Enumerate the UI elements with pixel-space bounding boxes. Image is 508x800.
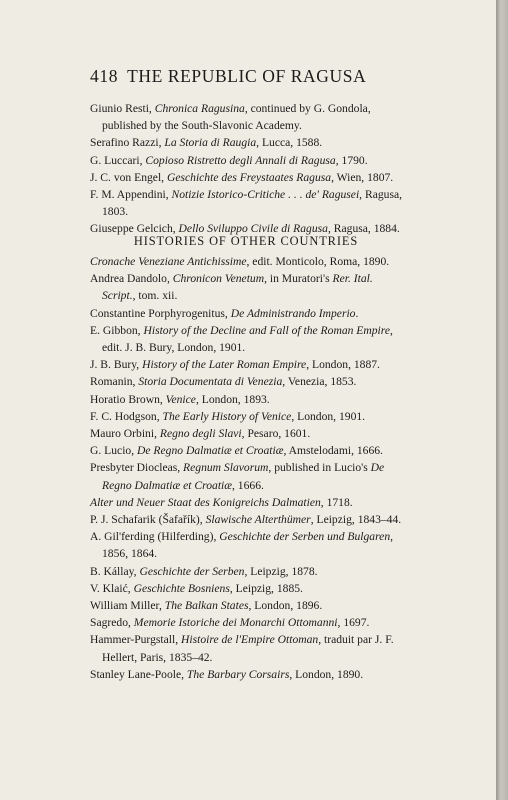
entry-author: Hammer-Purgstall,: [90, 633, 182, 647]
entry-author: F. M. Appendini,: [90, 188, 172, 202]
entry-details: , continued by G. Gondola, published by the South-Slavonic Academy.: [102, 102, 371, 133]
entry-author: Stanley Lane-Poole,: [90, 667, 187, 681]
bibliography-entry: [90, 270, 402, 304]
entry-title: De Regno Dalmatiæ et Croatiæ: [137, 444, 284, 458]
entry-author: Giunio Resti,: [90, 102, 155, 115]
entry-details: , 1856, 1864.: [102, 530, 394, 561]
entry-title: Copioso Ristretto degli Annali di Ragusa: [145, 153, 336, 167]
bibliography-entry: [90, 391, 402, 408]
entry-author: Sagredo,: [90, 616, 134, 630]
entry-title: Dello Sviluppo Civile di Ragusa: [178, 222, 328, 236]
entry-details: , Leipzig, 1878.: [244, 564, 318, 578]
entry-author: Giuseppe Gelcich,: [90, 222, 179, 236]
entry-author: B. Kállay,: [90, 564, 140, 578]
entry-details: , Pesaro, 1601.: [241, 427, 311, 441]
entry-title: Alter und Neuer Staat des Konigreichs Dalmatien: [90, 495, 321, 509]
entry-title: The Barbary Corsairs: [186, 667, 290, 681]
entry-details: , Wien, 1807.: [331, 170, 394, 184]
bibliography-entry: [90, 563, 402, 580]
entry-title: Geschichte Bosniens: [133, 581, 230, 595]
entry-details: .: [355, 306, 359, 320]
bibliography-entry: [90, 152, 402, 169]
entry-author: P. J. Schafarik (Šafařík),: [90, 513, 206, 527]
bibliography-entry: [90, 305, 402, 322]
entry-title: De Administrando Imperio: [230, 306, 356, 320]
entry-title: The Early History of Venice: [162, 409, 292, 423]
bibliography-entry: [90, 373, 402, 390]
entry-details: , Ragusa, 1803.: [102, 188, 402, 219]
page-number: 418: [90, 66, 119, 86]
bibliography-entry: [90, 425, 402, 442]
bibliography-entry: [90, 511, 402, 528]
bibliography-entry: [90, 631, 402, 665]
entry-title: Notizie Istorico-Critiche . . . de' Ragusei: [171, 188, 360, 202]
entry-title: Storia Documentata di Venezia: [138, 375, 283, 389]
entry-details: , edit. Monticolo, Roma, 1890.: [246, 255, 390, 268]
bibliography-entry: [90, 134, 402, 151]
other-histories-list: [90, 253, 402, 683]
entry-author: G. Luccari,: [90, 153, 146, 167]
entry-title: Chronicon Venetum: [172, 272, 265, 286]
entry-author: Constantine Porphyrogenitus,: [90, 306, 231, 320]
entry-author: A. Gil'ferding (Hilferding),: [90, 530, 220, 544]
entry-title: Venice: [165, 392, 196, 406]
entry-author: E. Gibbon,: [90, 323, 144, 337]
page-edge-shadow: [496, 0, 508, 800]
bibliography-entry: [90, 666, 402, 683]
bibliography-entry: [90, 356, 402, 373]
entry-author: F. C. Hodgson,: [90, 409, 163, 423]
entry-title: Cronache Veneziane Antichissime: [90, 255, 247, 268]
entry-title: Chronica Ragusina: [154, 102, 245, 115]
entry-details: , Ragusa, 1884.: [327, 222, 400, 236]
entry-details: , London, 1893.: [195, 392, 270, 406]
section-heading: HISTORIES OF OTHER COUNTRIES: [133, 234, 359, 248]
entry-details: , Leipzig, 1885.: [229, 581, 303, 595]
entry-author: William Miller,: [90, 599, 165, 613]
entry-details-secondary: , tom. xii.: [132, 289, 178, 303]
bibliography-entry: [90, 614, 402, 631]
entry-details: , 1790.: [335, 153, 368, 167]
entry-title: Geschichte des Freystaates Ragusa: [166, 170, 332, 184]
entry-title: Slawische Alterthümer: [205, 513, 311, 527]
ragusa-sources-list: [90, 100, 402, 238]
entry-title: Regno degli Slavi: [159, 427, 242, 441]
entry-title: The Balkan States: [164, 599, 249, 613]
entry-author: Mauro Orbini,: [90, 427, 160, 441]
bibliography-entry: [90, 253, 402, 270]
entry-details: , edit. J. B. Bury, London, 1901.: [102, 323, 393, 355]
bibliography-entry: [90, 494, 402, 511]
entry-details: , 1718.: [320, 495, 353, 509]
entry-author: Presbyter Diocleas,: [90, 461, 184, 475]
entry-details: , in Muratori's: [264, 272, 333, 286]
entry-title: History of the Later Roman Empire: [142, 358, 307, 372]
entry-title: Memorie Istoriche dei Monarchi Ottomanni: [133, 616, 338, 630]
entry-title: Histoire de l'Empire Ottoman: [181, 633, 319, 647]
entry-title-secondary: Rer. Ital. Script.: [102, 272, 373, 303]
entry-author: J. C. von Engel,: [90, 170, 167, 184]
bibliography-entry: [90, 442, 402, 459]
entry-details: , Leipzig, 1843–44.: [310, 513, 402, 527]
entry-title: History of the Decline and Fall of the Roman Empire: [143, 323, 391, 337]
bibliography-entry: [90, 597, 402, 614]
bibliography-entry: [90, 186, 402, 220]
bibliography-entry: [90, 100, 402, 134]
running-head: [90, 66, 366, 87]
entry-details: , London, 1901.: [291, 409, 366, 423]
entry-author: Andrea Dandolo,: [90, 272, 173, 286]
entry-title: Geschichte der Serben und Bulgaren: [219, 530, 391, 544]
entry-title-secondary: De Regno Dalmatiæ et Croatiæ: [102, 461, 385, 492]
entry-details: , London, 1887.: [306, 358, 380, 372]
entry-author: Romanin,: [90, 375, 139, 389]
bibliography-entry: [90, 528, 402, 562]
bibliography-entry: [90, 459, 402, 493]
entry-author: Serafino Razzi,: [90, 136, 165, 150]
bibliography-entry: [90, 169, 402, 186]
entry-title: Regnum Slavorum: [183, 461, 269, 475]
entry-author: V. Klaić,: [90, 581, 134, 595]
entry-details: , Venezia, 1853.: [282, 375, 357, 389]
entry-author: G. Lucio,: [90, 444, 138, 458]
running-title: THE REPUBLIC OF RAGUSA: [127, 66, 367, 86]
entry-details: , Lucca, 1588.: [256, 136, 323, 150]
entry-details: , published in Lucio's: [268, 461, 371, 475]
bibliography-entry: [90, 322, 402, 356]
bibliography-entry: [90, 580, 402, 597]
entry-details: , 1697.: [337, 616, 370, 630]
entry-title: La Storia di Raugia: [164, 136, 257, 150]
entry-details: , London, 1896.: [248, 599, 323, 613]
entry-author: Horatio Brown,: [90, 392, 166, 406]
entry-details: , London, 1890.: [289, 667, 364, 681]
entry-details-secondary: , 1666.: [232, 478, 264, 492]
entry-author: J. B. Bury,: [90, 358, 143, 372]
entry-title: Geschichte der Serben: [139, 564, 245, 578]
entry-details: , Amstelodami, 1666.: [283, 444, 383, 458]
entry-details: , traduit par J. F. Hellert, Paris, 1835–42.: [102, 633, 394, 664]
bibliography-entry: [90, 408, 402, 425]
